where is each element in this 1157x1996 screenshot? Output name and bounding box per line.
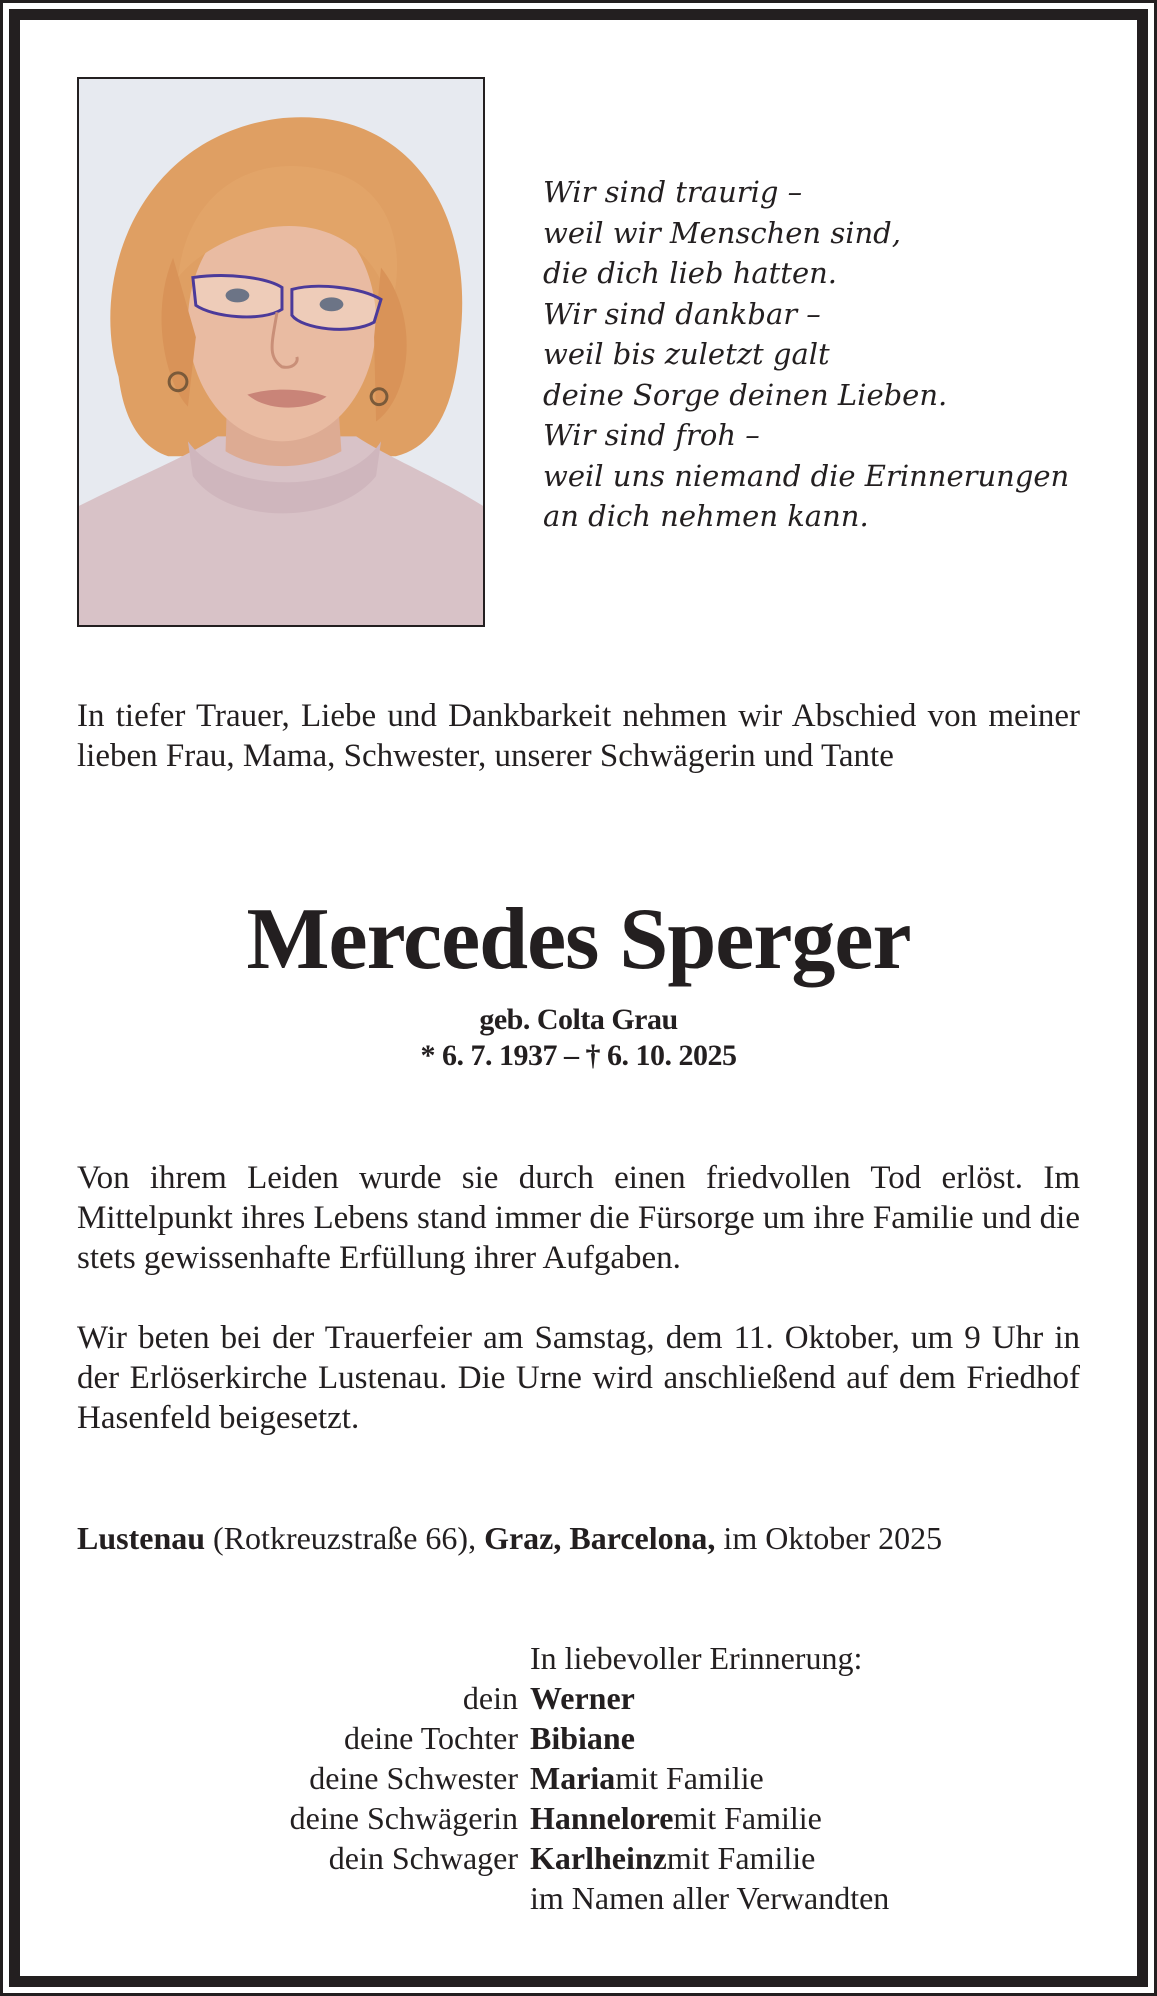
place-date-line — [77, 1518, 1080, 1558]
signature-relation: deine Tochter — [344, 1720, 518, 1756]
signature-closing: im Namen aller Verwandten — [530, 1880, 890, 1916]
signature-row — [77, 1838, 1080, 1878]
signature-name: Bibiane — [530, 1720, 635, 1756]
poem-line: Wir sind froh – — [543, 418, 760, 452]
signature-name: Hannelore — [530, 1800, 674, 1836]
signature-heading-row — [77, 1638, 1080, 1678]
signature-relation: deine Schwester — [309, 1760, 518, 1796]
place-city: Lustenau — [77, 1520, 206, 1556]
deceased-name: Mercedes Sperger — [246, 891, 911, 988]
left-eye — [226, 288, 250, 302]
maiden-name: geb. Colta Grau — [479, 1003, 678, 1036]
poem-line: an dich nehmen kann. — [543, 499, 869, 533]
signature-heading: In liebevoller Erinnerung: — [530, 1640, 863, 1676]
signature-suffix: mit Familie — [615, 1760, 764, 1796]
poem-line: deine Sorge deinen Lieben. — [543, 377, 948, 412]
poem-line: weil uns niemand die Erinnerungen — [543, 458, 1070, 493]
portrait-photo — [77, 77, 485, 627]
signatures — [77, 1638, 1080, 1918]
signature-name: Maria — [530, 1760, 616, 1796]
place-date: im Oktober 2025 — [715, 1520, 943, 1556]
signature-suffix: mit Familie — [666, 1840, 816, 1876]
paragraph-funeral: Wir beten bei der Trauerfeier am Samstag, dem 11. Oktober, um 9 Uhr in der Erlöserkirche Lustenau. Die Urne wird anschließend auf dem Friedhof Hasenfeld beigesetzt. — [77, 1320, 1080, 1436]
place-other-cities: Graz, Barcelona, — [484, 1520, 716, 1556]
signature-row — [77, 1798, 1080, 1838]
poem-line: weil wir Menschen sind, — [543, 215, 901, 250]
poem-line: weil bis zuletzt galt — [543, 337, 830, 371]
poem-line: Wir sind traurig – — [543, 175, 803, 209]
place-address: (Rotkreuzstraße 66), — [205, 1520, 485, 1556]
signature-relation: dein — [462, 1680, 518, 1716]
signature-row — [77, 1758, 1080, 1798]
signature-closing-row — [77, 1878, 1080, 1918]
signature-name: Werner — [530, 1680, 635, 1716]
poem — [543, 172, 1103, 537]
right-eye — [320, 297, 344, 311]
signature-name: Karlheinz — [530, 1840, 667, 1876]
signature-row — [77, 1678, 1080, 1718]
life-dates: * 6. 7. 1937 – † 6. 10. 2025 — [420, 1039, 737, 1072]
paragraph-life: Von ihrem Leiden wurde sie durch einen friedvollen Tod erlöst. Im Mittelpunkt ihres Lebens stand immer die Fürsorge um ihre Familie und die stets gewissenhafte Erfüllung ihrer Aufgaben. — [77, 1160, 1080, 1276]
signature-relation: deine Schwägerin — [289, 1800, 518, 1836]
signature-row — [77, 1718, 1080, 1758]
intro-text: In tiefer Trauer, Liebe und Dankbarkeit nehmen wir Abschied von meiner lieben Frau, Mama, Schwester, unserer Schwägerin und Tante — [77, 698, 1080, 774]
signature-suffix: mit Familie — [673, 1800, 822, 1836]
signature-relation: dein Schwager — [328, 1840, 518, 1876]
portrait-illustration — [79, 79, 483, 625]
poem-line: die dich lieb hatten. — [543, 256, 838, 290]
poem-line: Wir sind dankbar – — [543, 296, 821, 331]
